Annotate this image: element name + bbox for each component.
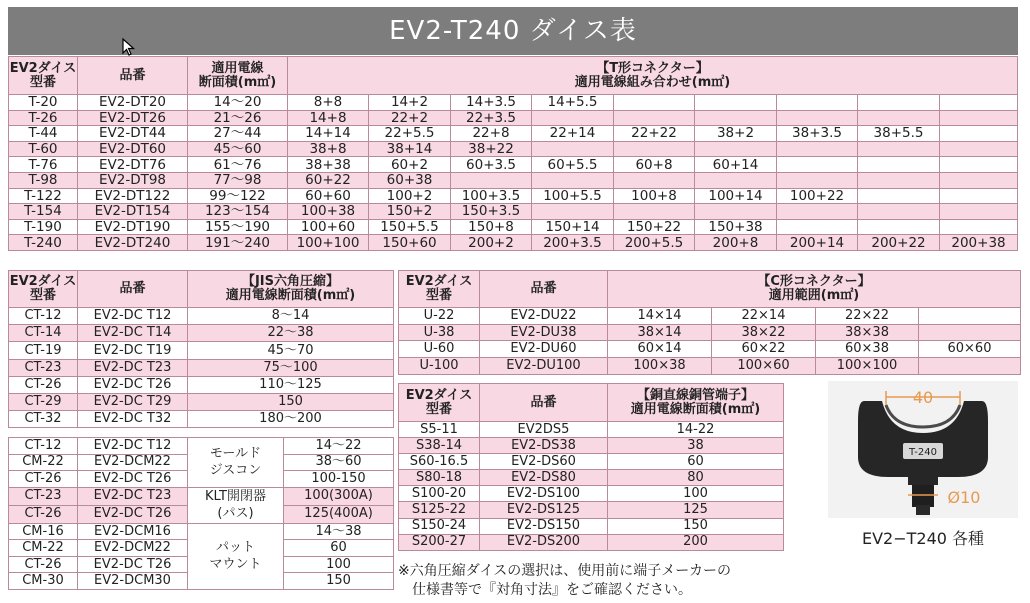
table-cell: 200+22 — [858, 235, 940, 251]
table-cell: 200+38 — [940, 235, 1018, 251]
table-cell: T-20 — [9, 95, 78, 111]
table-row — [399, 486, 784, 502]
table-cell: EV2-DC T26 — [78, 471, 188, 488]
cu-header-area-text: 【銅直線銅管端子】 適用電線断面積(m㎡) — [630, 387, 761, 417]
table-cell: 100+38 — [288, 204, 369, 220]
table-row — [9, 204, 1018, 220]
table-cell: EV2-DT76 — [78, 157, 188, 173]
table-cell: EV2-DS150 — [480, 518, 608, 534]
table-cell: EV2-DS100 — [480, 486, 608, 502]
c-header-part-number — [480, 271, 608, 308]
table-cell — [614, 141, 695, 157]
group-label-cell: KLT開閉器 (パス) — [188, 487, 284, 523]
jis-header-area-text: 【JIS六角圧縮】 適用電線断面積(m㎡) — [225, 274, 356, 303]
jis-header-area — [188, 271, 394, 308]
table-cell: 8～14 — [188, 308, 394, 325]
table-cell — [695, 110, 777, 126]
table-cell: 21～26 — [188, 110, 288, 126]
table-cell — [532, 141, 614, 157]
table-cell: EV2-DT122 — [78, 188, 188, 204]
table-cell: 38+3.5 — [777, 126, 858, 142]
table-cell: 200+8 — [695, 235, 777, 251]
table-cell: 14×14 — [608, 308, 712, 325]
table-row — [9, 438, 394, 455]
c-header-range-text: 【C形コネクター】 適用範囲(m㎡) — [757, 274, 871, 303]
table-cell: 14+2 — [369, 95, 451, 111]
table-cell: 100+14 — [695, 188, 777, 204]
table-cell: 60+22 — [288, 172, 369, 188]
table-cell: 100×38 — [608, 358, 712, 375]
table-cell: 14～38 — [284, 523, 394, 540]
footnote-line-1: ※六角圧縮ダイスの選択は、使用前に端子メーカーの — [398, 563, 732, 579]
header-t-connector — [288, 57, 1018, 95]
table-row — [399, 358, 1021, 375]
table-cell: EV2DS5 — [480, 422, 608, 438]
table-cell: 60+38 — [369, 172, 451, 188]
table-cell — [532, 172, 614, 188]
jis-header-die-model-text: EV2ダイス 型番 — [9, 274, 77, 303]
table-cell: CT-23 — [9, 359, 78, 376]
header-die-model-text: EV2ダイス 型番 — [9, 60, 77, 90]
copper-terminal-table — [398, 383, 784, 551]
table-cell — [858, 204, 940, 220]
table-cell — [940, 95, 1018, 111]
table-cell: 150+8 — [451, 219, 532, 235]
table-row — [9, 141, 1018, 157]
table-cell: 60+60 — [288, 188, 369, 204]
table-cell: 150+2 — [369, 204, 451, 220]
table-cell — [919, 358, 1021, 375]
cu-header-part-number-text: 品番 — [530, 394, 557, 410]
table-cell: T-44 — [9, 126, 78, 142]
header-t-connector-text: 【T形コネクター】 適用電線組み合わせ(m㎡) — [574, 60, 731, 90]
table-cell: 38+8 — [288, 141, 369, 157]
table-cell: EV2-DCM16 — [78, 523, 188, 540]
table-row — [9, 487, 394, 505]
table-row — [399, 470, 784, 486]
table-cell — [919, 324, 1021, 341]
table-cell — [858, 110, 940, 126]
table-cell: 200+14 — [777, 235, 858, 251]
table-cell — [777, 95, 858, 111]
table-cell: 38×14 — [608, 324, 712, 341]
table-cell: 38+5.5 — [858, 126, 940, 142]
table-cell: EV2-DC T26 — [78, 376, 188, 393]
footnote — [398, 562, 818, 600]
table-cell: EV2-DU22 — [480, 308, 608, 325]
table-cell: EV2-DS200 — [480, 534, 608, 550]
table-cell: 60×14 — [608, 341, 712, 358]
table-cell: EV2-DC T26 — [78, 505, 188, 523]
table-cell: 38+14 — [369, 141, 451, 157]
table-cell — [919, 308, 1021, 325]
table-cell: 150+14 — [532, 219, 614, 235]
table-cell: EV2-DCM22 — [78, 540, 188, 557]
cu-header-part-number — [480, 384, 608, 422]
table-cell: EV2-DC T23 — [78, 359, 188, 376]
table-cell: EV2-DC T29 — [78, 393, 188, 410]
table-cell — [858, 157, 940, 173]
table-cell — [858, 141, 940, 157]
table-cell: EV2-DT154 — [78, 204, 188, 220]
table-cell — [858, 188, 940, 204]
table-cell: S125-22 — [399, 502, 480, 518]
table-cell: S100-20 — [399, 486, 480, 502]
table-cell: EV2-DC T14 — [78, 325, 188, 342]
table-cell: T-240 — [9, 235, 78, 251]
table-row — [399, 502, 784, 518]
table-cell: EV2-DT20 — [78, 95, 188, 111]
table-row — [399, 308, 1021, 325]
table-cell: 80 — [608, 470, 784, 486]
table-cell — [614, 172, 695, 188]
table-cell: CT-26 — [9, 505, 78, 523]
table-cell: 100+3.5 — [451, 188, 532, 204]
table-row — [9, 172, 1018, 188]
table-cell: 38 — [608, 438, 784, 454]
table-cell: 123～154 — [188, 204, 288, 220]
table-cell — [532, 110, 614, 126]
table-row — [399, 518, 784, 534]
table-cell: 200+3.5 — [532, 235, 614, 251]
table-cell: 150 — [608, 518, 784, 534]
table-cell — [940, 157, 1018, 173]
table-cell — [532, 204, 614, 220]
table-row — [399, 534, 784, 550]
table-row — [9, 393, 394, 410]
table-cell: EV2-DT26 — [78, 110, 188, 126]
header-die-model — [9, 57, 78, 95]
table-cell: EV2-DC T12 — [78, 308, 188, 325]
jis-header-die-model — [9, 271, 78, 308]
group-label-cell: パット マウント — [188, 523, 284, 589]
table-cell: 14-22 — [608, 422, 784, 438]
table-cell: EV2-DU100 — [480, 358, 608, 375]
table-cell: EV2-DC T32 — [78, 411, 188, 428]
table-cell: 77～98 — [188, 172, 288, 188]
mount-table — [8, 437, 394, 590]
table-cell: 60 — [284, 540, 394, 557]
jis-hex-table — [8, 270, 394, 428]
table-cell: 100 — [608, 486, 784, 502]
table-cell: CT-12 — [9, 308, 78, 325]
table-cell: 14～22 — [284, 438, 394, 455]
table-cell: 150+60 — [369, 235, 451, 251]
table-cell: 38+22 — [451, 141, 532, 157]
table-cell: U-38 — [399, 324, 480, 341]
table-cell: 125(400A) — [284, 505, 394, 523]
die-illustration — [828, 381, 1018, 518]
table-cell — [858, 172, 940, 188]
c-connector-table — [398, 270, 1021, 375]
group-label-cell: モールド ジスコン — [188, 438, 284, 488]
table-cell: 14～20 — [188, 95, 288, 111]
table-cell: 22+3.5 — [451, 110, 532, 126]
table-cell: S5-11 — [399, 422, 480, 438]
dim-diameter-text: Ø10 — [947, 488, 981, 507]
table-cell: T-122 — [9, 188, 78, 204]
table-cell: EV2-DS125 — [480, 502, 608, 518]
table-row — [399, 422, 784, 438]
table-row — [9, 308, 394, 325]
footnote-line-2: 仕様書等で『対角寸法』をご確認ください。 — [412, 582, 692, 598]
table-cell — [695, 204, 777, 220]
table-cell — [777, 204, 858, 220]
table-cell: 191～240 — [188, 235, 288, 251]
table-cell: 60×38 — [816, 341, 919, 358]
table-cell — [695, 141, 777, 157]
table-cell: CT-12 — [9, 438, 78, 455]
table-cell — [858, 95, 940, 111]
table-row — [9, 219, 1018, 235]
jis-header-part-number-text: 品番 — [119, 281, 146, 297]
table-cell: 22+8 — [451, 126, 532, 142]
table-cell: 100 — [284, 556, 394, 573]
table-cell — [940, 172, 1018, 188]
header-part-number-text: 品番 — [119, 67, 146, 83]
table-cell: 60×60 — [919, 341, 1021, 358]
table-cell: EV2-DC T26 — [78, 556, 188, 573]
table-cell: 22×22 — [816, 308, 919, 325]
table-cell: T-26 — [9, 110, 78, 126]
table-cell — [940, 219, 1018, 235]
table-cell — [777, 219, 858, 235]
mouse-pointer-icon — [122, 38, 136, 56]
table-cell: 100+2 — [369, 188, 451, 204]
table-cell: CM-22 — [9, 454, 78, 471]
cu-header-die-model-text: EV2ダイス 型番 — [405, 387, 473, 417]
table-cell — [858, 219, 940, 235]
table-row — [9, 523, 394, 540]
table-cell: 100(300A) — [284, 487, 394, 505]
table-cell: S80-18 — [399, 470, 480, 486]
table-cell: EV2-DT44 — [78, 126, 188, 142]
table-cell: CT-29 — [9, 393, 78, 410]
table-cell: 155～190 — [188, 219, 288, 235]
table-cell: S150-24 — [399, 518, 480, 534]
table-cell — [777, 110, 858, 126]
c-header-die-model-text: EV2ダイス 型番 — [405, 274, 473, 303]
die-label-text: T-240 — [909, 447, 937, 458]
table-row — [9, 188, 1018, 204]
table-row — [399, 324, 1021, 341]
table-cell: 125 — [608, 502, 784, 518]
table-cell: 8+8 — [288, 95, 369, 111]
table-cell: 60×22 — [712, 341, 816, 358]
table-cell: 60+5.5 — [532, 157, 614, 173]
table-cell: 99～122 — [188, 188, 288, 204]
table-cell: 100+5.5 — [532, 188, 614, 204]
table-cell: EV2-DC T19 — [78, 342, 188, 359]
table-cell: 61～76 — [188, 157, 288, 173]
table-cell: EV2-DS38 — [480, 438, 608, 454]
table-cell: 14+3.5 — [451, 95, 532, 111]
table-cell: EV2-DU38 — [480, 324, 608, 341]
table-cell: 100+22 — [777, 188, 858, 204]
c-header-range — [608, 271, 1021, 308]
table-cell: 150+5.5 — [369, 219, 451, 235]
table-cell: 38×22 — [712, 324, 816, 341]
photo-caption: EV2−T240 各種 — [861, 529, 985, 548]
table-cell: T-60 — [9, 141, 78, 157]
table-cell: 38+38 — [288, 157, 369, 173]
table-cell — [614, 95, 695, 111]
table-cell: CT-14 — [9, 325, 78, 342]
jis-header-part-number — [78, 271, 188, 308]
table-cell — [940, 110, 1018, 126]
table-cell: EV2-DT98 — [78, 172, 188, 188]
table-cell: S38-14 — [399, 438, 480, 454]
table-row — [9, 235, 1018, 251]
table-row — [9, 157, 1018, 173]
cu-header-area — [608, 384, 784, 422]
table-cell — [614, 204, 695, 220]
table-row — [9, 411, 394, 428]
table-cell: 60+8 — [614, 157, 695, 173]
c-header-die-model — [399, 271, 480, 308]
table-cell: 75～100 — [188, 359, 394, 376]
table-cell: EV2-DS80 — [480, 470, 608, 486]
table-cell: 22+2 — [369, 110, 451, 126]
table-cell: EV2-DT240 — [78, 235, 188, 251]
table-row — [399, 454, 784, 470]
table-cell: 60+2 — [369, 157, 451, 173]
table-cell: EV2-DCM30 — [78, 573, 188, 590]
table-cell: S60-16.5 — [399, 454, 480, 470]
table-row — [9, 325, 394, 342]
table-cell: 100+8 — [614, 188, 695, 204]
table-cell: EV2-DC T23 — [78, 487, 188, 505]
table-cell: S200-27 — [399, 534, 480, 550]
page-title: EV2-T240 ダイス表 — [8, 7, 1018, 55]
table-cell: 27～44 — [188, 126, 288, 142]
table-row — [9, 126, 1018, 142]
table-cell: U-22 — [399, 308, 480, 325]
table-cell: CM-22 — [9, 540, 78, 557]
table-cell: 38×38 — [816, 324, 919, 341]
table-cell: 150+22 — [614, 219, 695, 235]
header-wire-area — [188, 57, 288, 95]
table-cell: 14+8 — [288, 110, 369, 126]
header-wire-area-text: 適用電線 断面積(m㎡) — [198, 60, 277, 90]
table-cell: EV2-DC T12 — [78, 438, 188, 455]
table-row — [9, 95, 1018, 111]
table-cell — [614, 110, 695, 126]
table-cell: T-190 — [9, 219, 78, 235]
c-header-part-number-text: 品番 — [530, 281, 557, 297]
die-photo — [828, 381, 1018, 518]
table-cell: 22×14 — [712, 308, 816, 325]
cu-header-die-model — [399, 384, 480, 422]
table-cell: T-154 — [9, 204, 78, 220]
table-row — [9, 359, 394, 376]
table-cell — [777, 157, 858, 173]
table-cell: 22+14 — [532, 126, 614, 142]
table-cell: 14+14 — [288, 126, 369, 142]
dim-width-text: 40 — [912, 388, 934, 407]
table-cell — [451, 172, 532, 188]
table-cell: 100×100 — [816, 358, 919, 375]
table-cell: 200+2 — [451, 235, 532, 251]
table-cell: 45～60 — [188, 141, 288, 157]
table-cell: EV2-DCM22 — [78, 454, 188, 471]
table-cell: CT-26 — [9, 376, 78, 393]
table-cell: 14+5.5 — [532, 95, 614, 111]
table-cell: T-98 — [9, 172, 78, 188]
table-cell: U-100 — [399, 358, 480, 375]
table-cell: 100+60 — [288, 219, 369, 235]
table-cell: EV2-DS60 — [480, 454, 608, 470]
table-cell: 60+3.5 — [451, 157, 532, 173]
table-cell: CT-19 — [9, 342, 78, 359]
table-cell: 22～38 — [188, 325, 394, 342]
table-cell — [940, 141, 1018, 157]
table-row — [9, 110, 1018, 126]
table-cell: CM-30 — [9, 573, 78, 590]
table-cell: 38+2 — [695, 126, 777, 142]
table-cell: T-76 — [9, 157, 78, 173]
t-connector-table — [8, 56, 1018, 251]
table-cell — [940, 126, 1018, 142]
table-cell: 38～60 — [284, 454, 394, 471]
table-cell: EV2-DT60 — [78, 141, 188, 157]
table-cell — [695, 172, 777, 188]
table-cell: 150+3.5 — [451, 204, 532, 220]
table-cell: 60+14 — [695, 157, 777, 173]
table-cell: 100+100 — [288, 235, 369, 251]
table-cell: CT-26 — [9, 556, 78, 573]
table-cell: EV2-DT190 — [78, 219, 188, 235]
table-row — [399, 438, 784, 454]
table-cell — [940, 188, 1018, 204]
table-cell: 150 — [188, 393, 394, 410]
table-cell: 100×60 — [712, 358, 816, 375]
table-cell: CT-26 — [9, 471, 78, 488]
table-cell: CT-32 — [9, 411, 78, 428]
table-cell: 45～70 — [188, 342, 394, 359]
header-part-number — [78, 57, 188, 95]
table-cell: 60 — [608, 454, 784, 470]
table-cell: 180～200 — [188, 411, 394, 428]
table-cell — [940, 204, 1018, 220]
table-cell — [777, 172, 858, 188]
table-cell: 200+5.5 — [614, 235, 695, 251]
table-cell: 150+38 — [695, 219, 777, 235]
table-cell: CT-23 — [9, 487, 78, 505]
table-cell: 110～125 — [188, 376, 394, 393]
table-cell — [695, 95, 777, 111]
table-cell: 200 — [608, 534, 784, 550]
table-row — [9, 376, 394, 393]
table-row — [9, 342, 394, 359]
table-cell: 22+22 — [614, 126, 695, 142]
table-cell — [777, 141, 858, 157]
table-row — [399, 341, 1021, 358]
table-cell: CM-16 — [9, 523, 78, 540]
table-cell: U-60 — [399, 341, 480, 358]
table-cell: EV2-DU60 — [480, 341, 608, 358]
table-cell: 22+5.5 — [369, 126, 451, 142]
table-cell: 150 — [284, 573, 394, 590]
table-cell: 100-150 — [284, 471, 394, 488]
